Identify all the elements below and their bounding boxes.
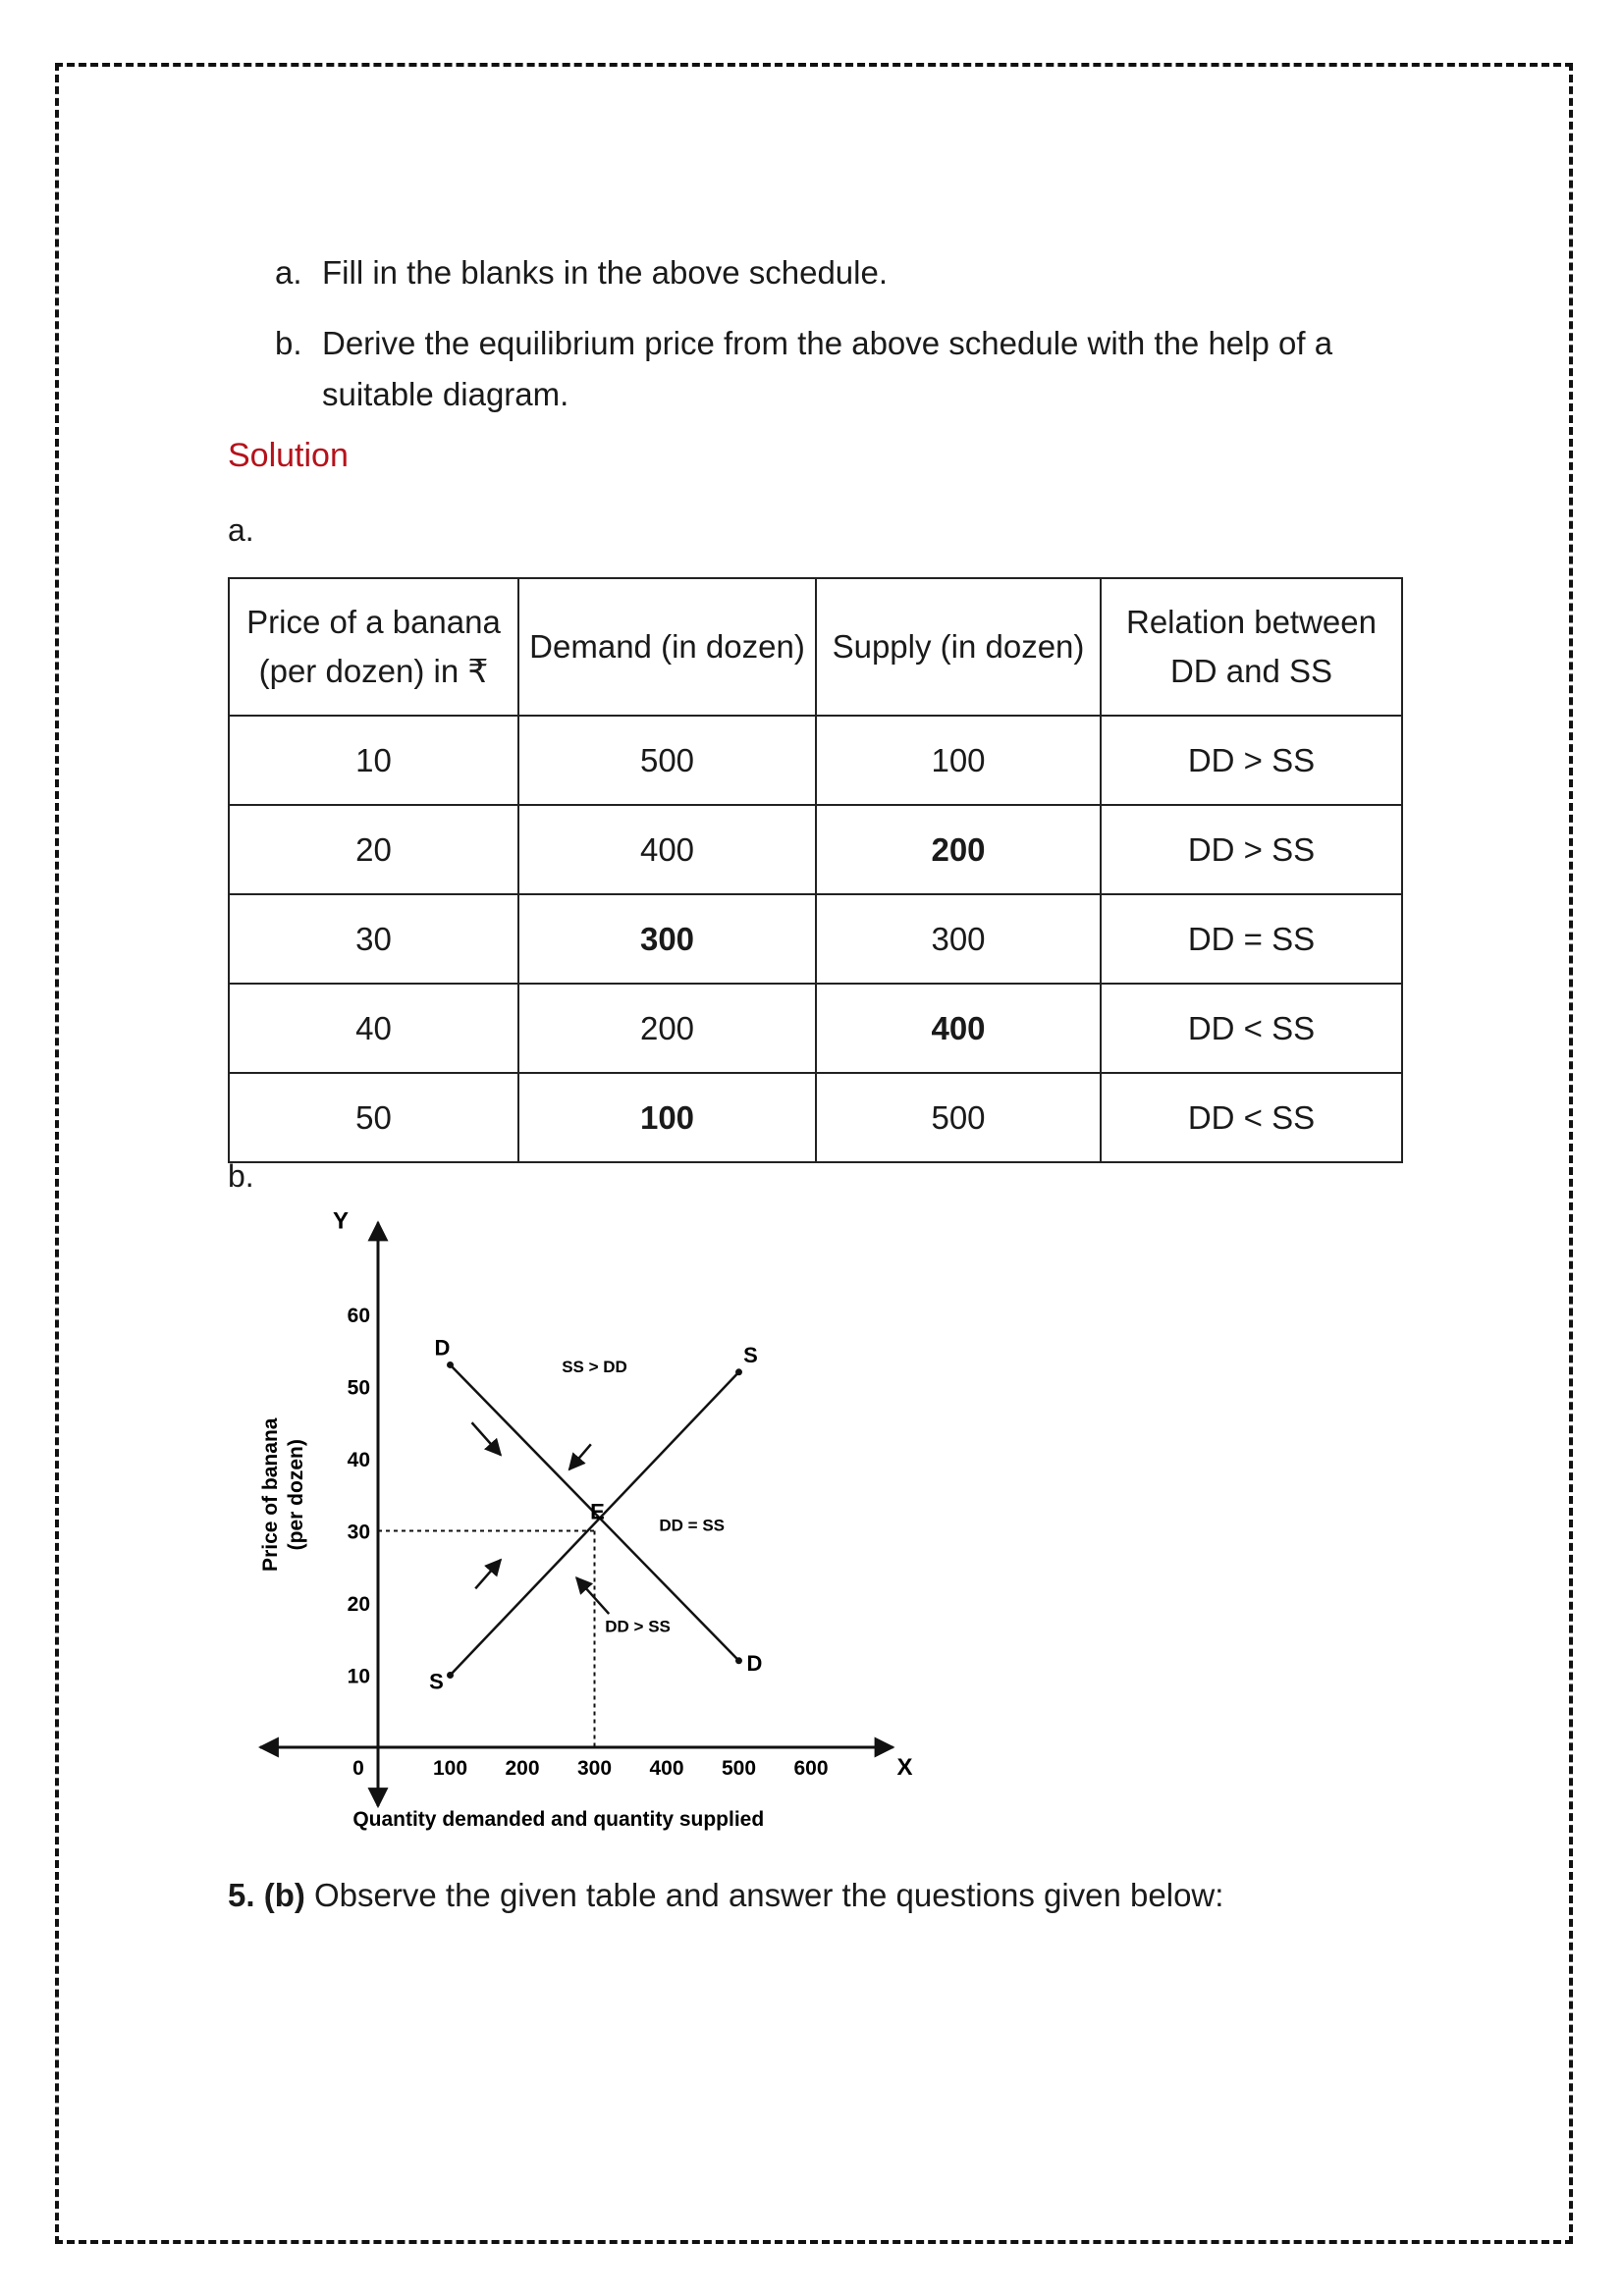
cell-supply: 500 [816,1073,1101,1162]
table-row [229,984,1402,1073]
adjustment-arrow [576,1577,609,1614]
question-text: Fill in the blanks in the above schedule. [322,254,889,291]
y-tick-label: 60 [347,1305,370,1327]
question-marker: a. [275,254,302,291]
y-tick-label: 20 [347,1593,370,1616]
header-relation: Relation between DD and SS [1101,578,1402,716]
q5-number: 5. [228,1877,255,1913]
question-text: Derive the equilibrium price from the above schedule with the help of a suitable diagram. [322,325,1333,412]
region-annotation: SS > DD [562,1357,627,1376]
q5-part: (b) [263,1877,305,1913]
cell-price: 20 [229,805,518,894]
adjustment-arrow [472,1422,501,1455]
curve-endpoint [447,1362,454,1368]
curve-endpoint [447,1672,454,1679]
cell-demand: 300 [518,894,816,984]
table-row [229,716,1402,805]
question-b [275,318,1335,420]
table-row [229,1073,1402,1162]
y-tick-label: 30 [347,1521,370,1544]
chart-svg [245,1207,952,1855]
x-tick-label: 100 [432,1757,468,1780]
header-supply: Supply (in dozen) [816,578,1101,716]
demand-curve-label: D [434,1335,451,1361]
adjustment-arrow [569,1444,591,1469]
y-tick-label: 10 [347,1665,370,1688]
y-axis-title [259,1417,307,1572]
equilibrium-label: E [590,1499,605,1524]
y-tick-label: 40 [347,1449,370,1471]
y-axis-letter: Y [332,1207,350,1235]
cell-relation: DD = SS [1101,894,1402,984]
y-axis-title-line: Price of banana [259,1417,282,1572]
x-tick-label: 500 [721,1757,757,1780]
adjustment-arrow [475,1560,501,1588]
question-5b [228,1877,1223,1914]
cell-demand: 200 [518,984,816,1073]
x-axis-letter: X [896,1754,913,1781]
x-tick-label: 300 [576,1757,613,1780]
cell-supply: 300 [816,894,1101,984]
cell-price: 30 [229,894,518,984]
region-annotation: DD > SS [605,1617,671,1636]
cell-supply: 200 [816,805,1101,894]
cell-demand: 100 [518,1073,816,1162]
cell-relation: DD < SS [1101,1073,1402,1162]
y-axis-title-line: (per dozen) [285,1439,307,1551]
cell-price: 50 [229,1073,518,1162]
question-marker: b. [275,325,302,361]
cell-demand: 500 [518,716,816,805]
x-tick-label: 200 [505,1757,540,1780]
supply-curve-label: S [429,1669,444,1694]
cell-relation: DD < SS [1101,984,1402,1073]
part-a-label: a. [228,512,254,548]
header-demand: Demand (in dozen) [518,578,816,716]
demand-curve-label: D [746,1650,763,1676]
schedule-table [228,577,1403,1163]
x-tick-label: 600 [793,1757,829,1780]
cell-supply: 100 [816,716,1101,805]
cell-supply: 400 [816,984,1101,1073]
part-b-label: b. [228,1158,254,1194]
table-header-row [229,578,1402,716]
x-axis-title: Quantity demanded and quantity supplied [352,1808,765,1831]
header-price: Price of a banana (per dozen) in ₹ [229,578,518,716]
equilibrium-chart [245,1207,952,1855]
curve-endpoint [735,1657,742,1664]
y-tick-label: 50 [347,1376,370,1400]
table-row [229,894,1402,984]
origin-label: 0 [352,1757,364,1780]
table-row [229,805,1402,894]
cell-price: 10 [229,716,518,805]
solution-heading: Solution [228,437,349,474]
supply-curve-label: S [743,1342,758,1367]
q5-text: Observe the given table and answer the questions given below: [314,1877,1224,1913]
question-a [275,247,1335,298]
x-tick-label: 400 [649,1757,684,1780]
cell-relation: DD > SS [1101,716,1402,805]
curve-endpoint [735,1368,742,1375]
region-annotation: DD = SS [659,1516,726,1535]
cell-price: 40 [229,984,518,1073]
cell-relation: DD > SS [1101,805,1402,894]
cell-demand: 400 [518,805,816,894]
question-list [275,247,1335,440]
